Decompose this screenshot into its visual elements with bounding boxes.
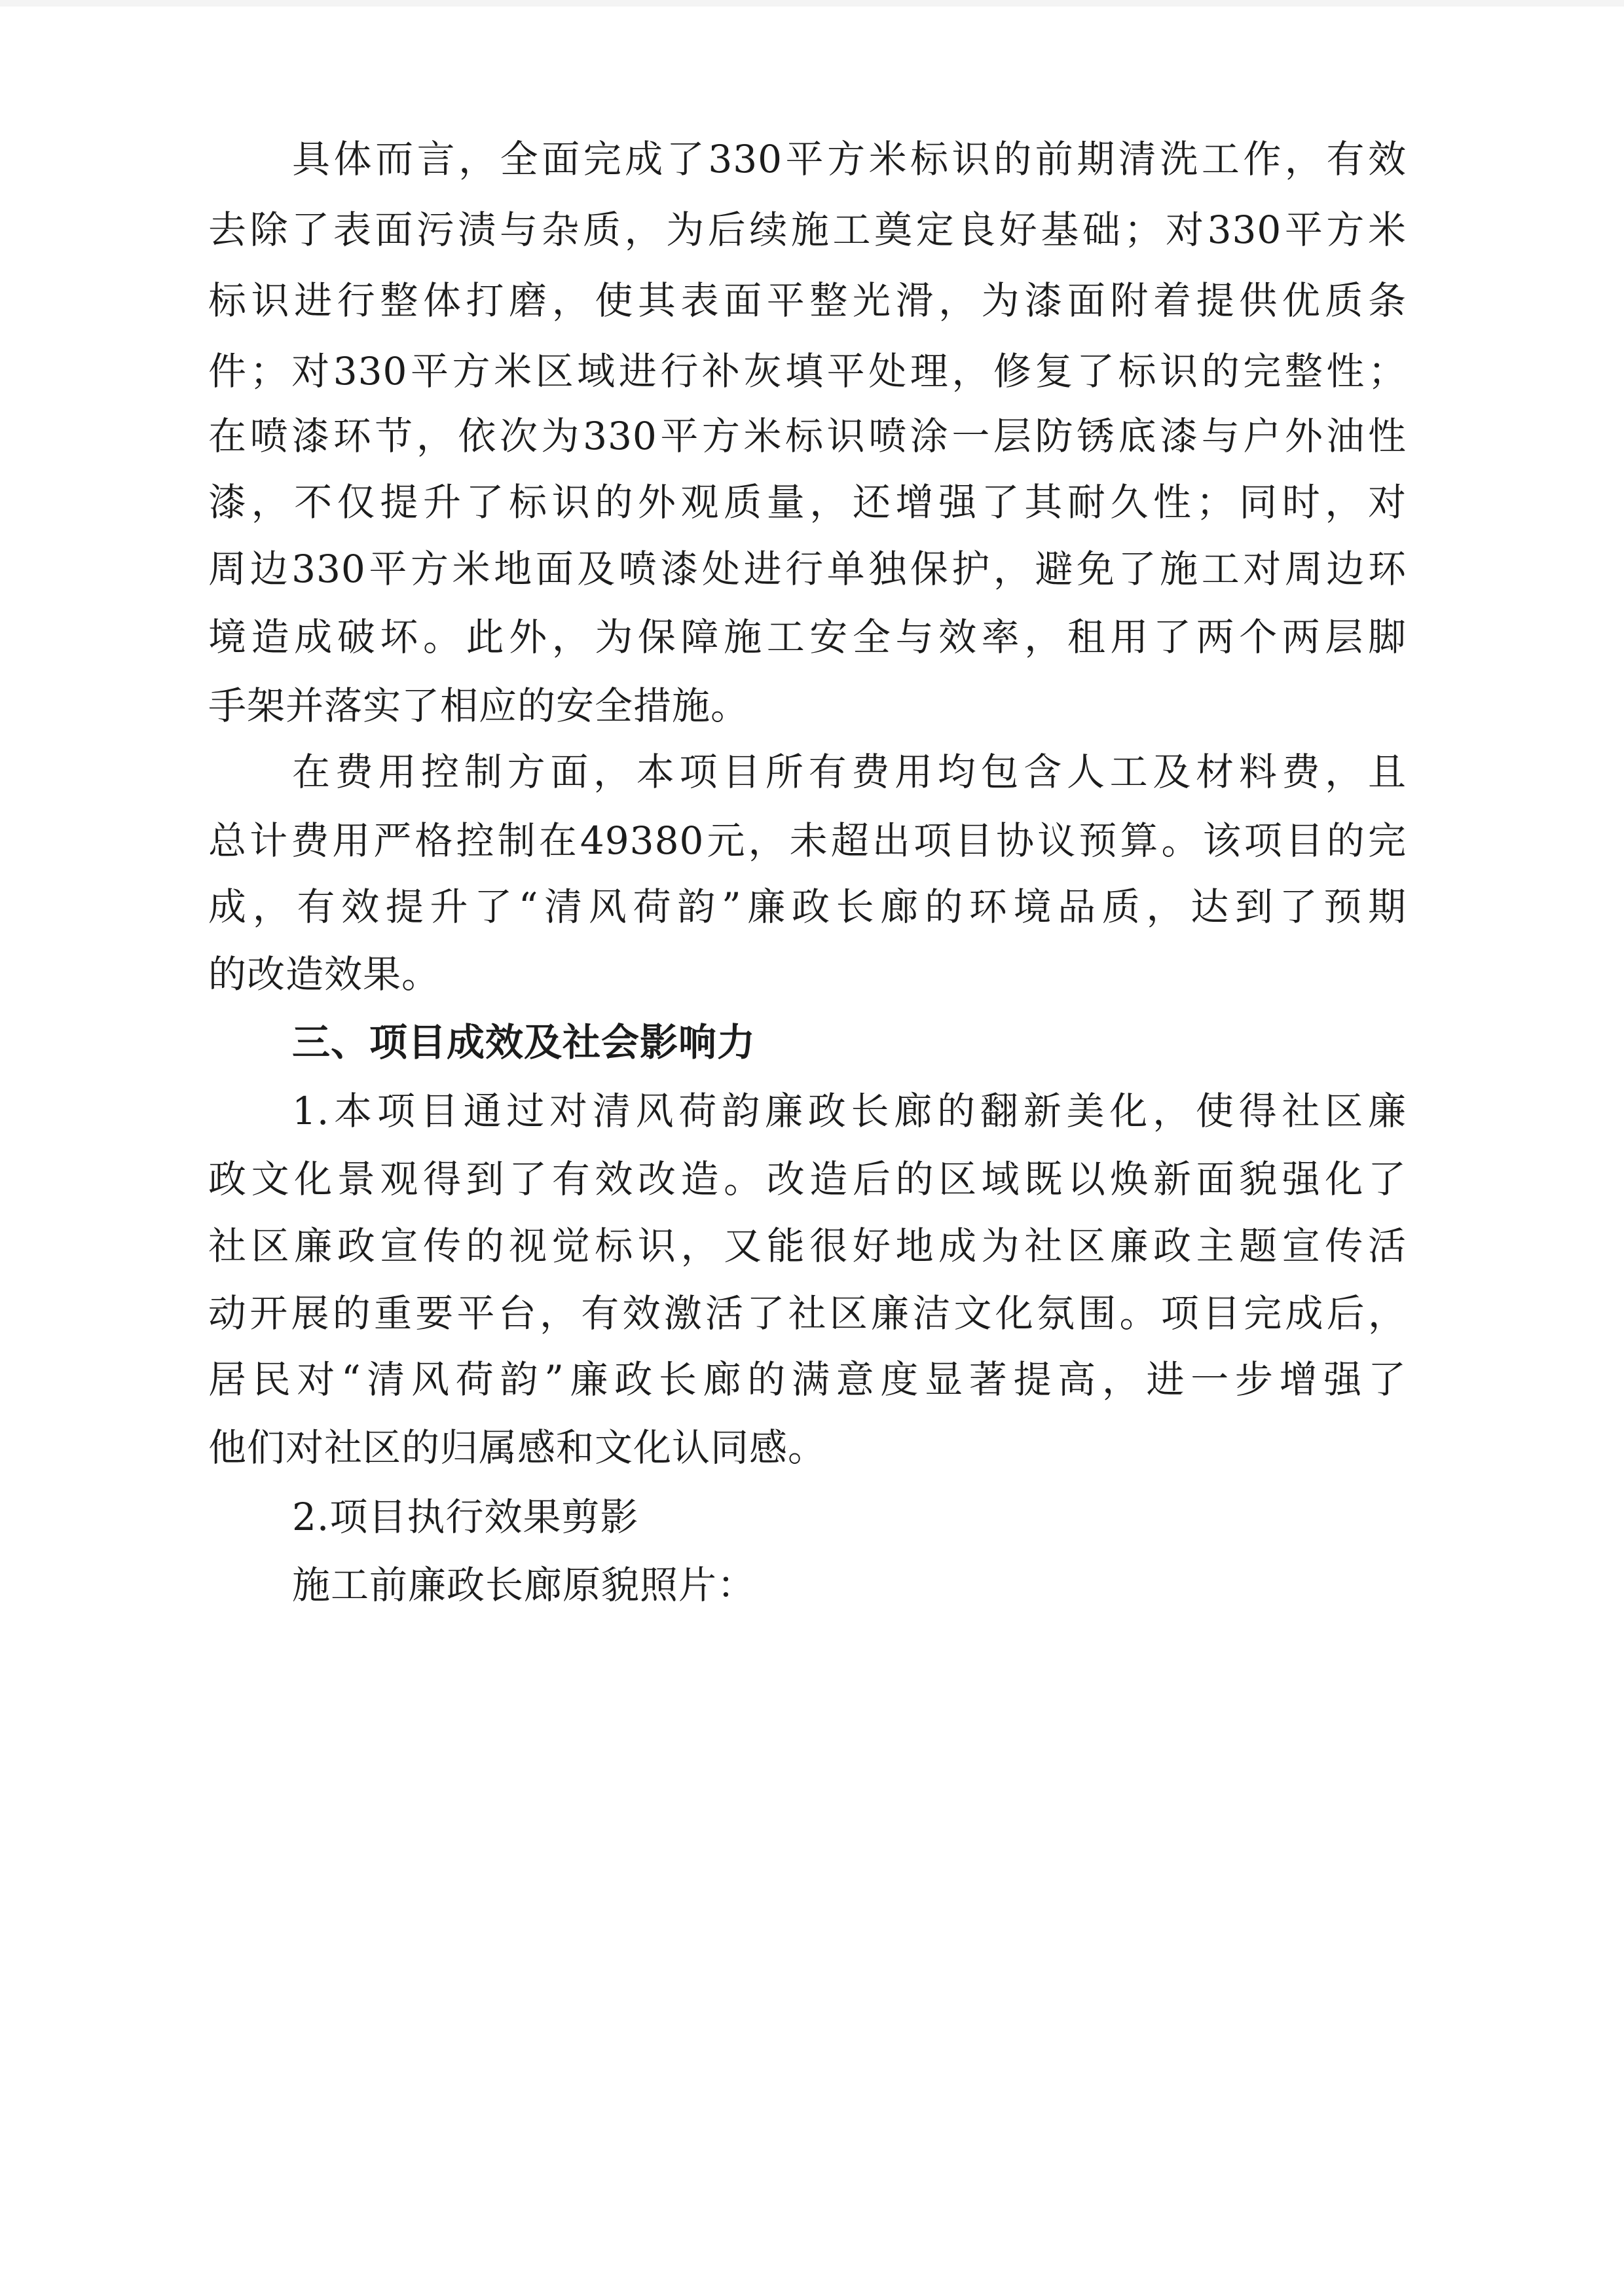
photo-caption: 施工前廉政长廊原貌照片：	[292, 1563, 756, 1607]
paragraph-1-line-1: 具体而言，全面完成了330平方米标识的前期清洗工作，有效	[292, 137, 1407, 181]
paragraph-2-line-1: 在费用控制方面，本项目所有费用均包含人工及材料费，且	[292, 750, 1407, 794]
paragraph-3-line-6: 他们对社区的归属感和文化认同感。	[208, 1425, 827, 1470]
paragraph-3-line-5: 居民对“清风荷韵”廉政长廊的满意度显著提高，进一步增强了	[208, 1357, 1407, 1402]
paragraph-3-line-3: 社区廉政宣传的视觉标识，又能很好地成为社区廉政主题宣传活	[208, 1224, 1407, 1268]
paragraph-1-line-4: 件；对330平方米区域进行补灰填平处理，修复了标识的完整性；	[208, 349, 1407, 393]
paragraph-1-line-9: 手架并落实了相应的安全措施。	[208, 683, 750, 728]
paragraph-2-line-3: 成，有效提升了“清风荷韵”廉政长廊的环境品质，达到了预期	[208, 884, 1407, 929]
paragraph-2-line-4: 的改造效果。	[208, 952, 441, 996]
paragraph-3-line-4: 动开展的重要平台，有效激活了社区廉洁文化氛围。项目完成后，	[208, 1291, 1407, 1336]
paragraph-1-line-8: 境造成破坏。此外，为保障施工安全与效率，租用了两个两层脚	[208, 615, 1407, 659]
paragraph-1-line-6: 漆，不仅提升了标识的外观质量，还增强了其耐久性；同时，对	[208, 480, 1407, 524]
section-heading: 三、项目成效及社会影响力	[292, 1020, 756, 1065]
paragraph-1-line-5: 在喷漆环节，依次为330平方米标识喷涂一层防锈底漆与户外油性	[208, 414, 1407, 458]
paragraph-1-line-3: 标识进行整体打磨，使其表面平整光滑，为漆面附着提供优质条	[208, 278, 1407, 323]
page-top-edge	[0, 0, 1624, 7]
paragraph-3-line-2: 政文化景观得到了有效改造。改造后的区域既以焕新面貌强化了	[208, 1157, 1407, 1201]
paragraph-1-line-7: 周边330平方米地面及喷漆处进行单独保护，避免了施工对周边环	[208, 547, 1407, 591]
item-2-title: 2.项目执行效果剪影	[292, 1495, 639, 1539]
paragraph-2-line-2: 总计费用严格控制在49380元，未超出项目协议预算。该项目的完	[208, 818, 1407, 863]
paragraph-1-line-2: 去除了表面污渍与杂质，为后续施工奠定良好基础；对330平方米	[208, 208, 1407, 252]
paragraph-3-line-1: 1.本项目通过对清风荷韵廉政长廊的翻新美化，使得社区廉	[292, 1089, 1407, 1133]
